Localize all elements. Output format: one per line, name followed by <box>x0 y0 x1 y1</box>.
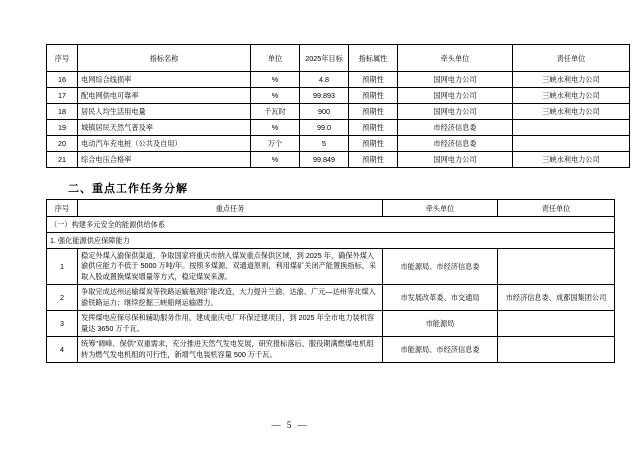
cell-index: 18 <box>47 104 78 120</box>
cell-duty-unit <box>498 337 615 363</box>
cell-task: 发挥煤电应保尽保和辅助服务作用，建成重庆电厂环保迁建项目，到 2025 年全市电力装机容量达 3650 万千瓦。 <box>78 311 383 337</box>
table-row <box>47 337 615 363</box>
header-cell-indicator-name: 指标名称 <box>78 45 251 72</box>
cell-attribute: 预期性 <box>349 152 398 168</box>
table-row <box>47 104 630 120</box>
cell-duty-unit <box>513 120 630 136</box>
table-row <box>47 120 630 136</box>
cell-index: 17 <box>47 88 78 104</box>
header-cell-unit: 单位 <box>251 45 300 72</box>
cell-lead-unit: 国网电力公司 <box>398 152 513 168</box>
header-cell-attribute: 指标属性 <box>349 45 398 72</box>
cell-attribute: 预期性 <box>349 72 398 88</box>
cell-duty-unit: 市经济信息委、成都国集团公司 <box>498 285 615 311</box>
cell-duty-unit: 三峡水利电力公司 <box>513 72 630 88</box>
cell-lead-unit: 市能源局、市经济信息委 <box>383 337 498 363</box>
cell-index: 4 <box>47 337 78 363</box>
cell-duty-unit: 三峡水利电力公司 <box>513 152 630 168</box>
cell-unit: % <box>251 72 300 88</box>
header-cell-duty-unit: 责任单位 <box>513 45 630 72</box>
cell-lead-unit: 市发展改革委、市交通局 <box>383 285 498 311</box>
cell-target: 900 <box>300 104 349 120</box>
cell-attribute: 预期性 <box>349 120 398 136</box>
task-table-body <box>47 200 615 363</box>
table-row <box>47 72 630 88</box>
cell-unit: 万个 <box>251 136 300 152</box>
indicator-table-header-row <box>47 45 630 72</box>
table-row <box>47 285 615 311</box>
page-footer <box>0 420 640 430</box>
cell-indicator-name: 居民人均生活用电量 <box>78 104 251 120</box>
task-table-header-row <box>47 200 615 217</box>
header-cell-task: 重点任务 <box>78 200 383 217</box>
cell-lead-unit: 市能源局 <box>383 311 498 337</box>
cell-indicator-name: 城镇居民天然气普及率 <box>78 120 251 136</box>
cell-indicator-name: 电网综合线损率 <box>78 72 251 88</box>
header-cell-lead-unit: 牵头单位 <box>383 200 498 217</box>
cell-unit: % <box>251 120 300 136</box>
header-cell-index: 序号 <box>47 200 78 217</box>
cell-target: 5 <box>300 136 349 152</box>
indicator-table-body <box>47 45 630 168</box>
cell-lead-unit: 国网电力公司 <box>398 104 513 120</box>
cell-target: 99.893 <box>300 88 349 104</box>
table-row <box>47 249 615 285</box>
cell-task: 稳定外煤入渝保供渠道，争取国家将重庆市纳入煤炭重点保供区域，到 2025 年，确保外煤入渝供应能力不低于 5000 万吨/年。按照多煤源、双通道原则，利用煤矿关闭产能置换指标，采取入股或置换煤炭增量等方式，稳定煤炭来源。 <box>78 249 383 285</box>
cell-duty-unit <box>498 311 615 337</box>
table-row <box>47 311 615 337</box>
cell-duty-unit <box>498 249 615 285</box>
cell-target: 4.8 <box>300 72 349 88</box>
cell-lead-unit: 国网电力公司 <box>398 88 513 104</box>
table-row <box>47 136 630 152</box>
cell-attribute: 预期性 <box>349 136 398 152</box>
cell-duty-unit: 三峡水利电力公司 <box>513 104 630 120</box>
cell-unit: % <box>251 152 300 168</box>
cell-task: 争取完成达州运输煤炭等铁路运输瓶颈扩能改造，大力提升兰渝、达渝、广元—达州等北煤入渝铁路运力；继续挖掘三峡船闸运输潜力。 <box>78 285 383 311</box>
task-group-label: （一）构建多元安全的能源供给体系 <box>47 217 615 233</box>
header-cell-target: 2025年目标 <box>300 45 349 72</box>
cell-index: 16 <box>47 72 78 88</box>
task-group-row <box>47 217 615 233</box>
cell-attribute: 预期性 <box>349 88 398 104</box>
cell-index: 1 <box>47 249 78 285</box>
header-cell-duty-unit: 责任单位 <box>498 200 615 217</box>
indicator-table <box>46 44 630 168</box>
cell-index: 21 <box>47 152 78 168</box>
cell-attribute: 预期性 <box>349 104 398 120</box>
cell-target: 99.0 <box>300 120 349 136</box>
page-number: — 5 — <box>271 420 309 430</box>
cell-duty-unit <box>513 136 630 152</box>
task-subgroup-label: 1. 强化能源供应保障能力 <box>47 233 615 249</box>
header-cell-lead-unit: 牵头单位 <box>398 45 513 72</box>
cell-index: 20 <box>47 136 78 152</box>
section-heading: 二、重点工作任务分解 <box>68 183 188 195</box>
cell-duty-unit: 三峡水利电力公司 <box>513 88 630 104</box>
cell-lead-unit: 市经济信息委 <box>398 120 513 136</box>
task-subgroup-row <box>47 233 615 249</box>
cell-task: 统筹"调峰、保供"双重需求，充分推进天然气发电发展，研究报标落后、服役期满燃煤电机组转为燃气发电机组的可行性，新增气电装机容量 500 万千瓦。 <box>78 337 383 363</box>
header-cell-index: 序号 <box>47 45 78 72</box>
table-row <box>47 152 630 168</box>
cell-unit: 千瓦时 <box>251 104 300 120</box>
cell-index: 3 <box>47 311 78 337</box>
task-table <box>46 199 615 363</box>
cell-indicator-name: 电动汽车充电桩（公共及自用） <box>78 136 251 152</box>
cell-target: 99.849 <box>300 152 349 168</box>
cell-lead-unit: 国网电力公司 <box>398 72 513 88</box>
cell-indicator-name: 配电网供电可靠率 <box>78 88 251 104</box>
cell-index: 2 <box>47 285 78 311</box>
cell-index: 19 <box>47 120 78 136</box>
cell-unit: % <box>251 88 300 104</box>
cell-indicator-name: 综合电压合格率 <box>78 152 251 168</box>
table-row <box>47 88 630 104</box>
cell-lead-unit: 市能源局、市经济信息委 <box>383 249 498 285</box>
cell-lead-unit: 市经济信息委 <box>398 136 513 152</box>
